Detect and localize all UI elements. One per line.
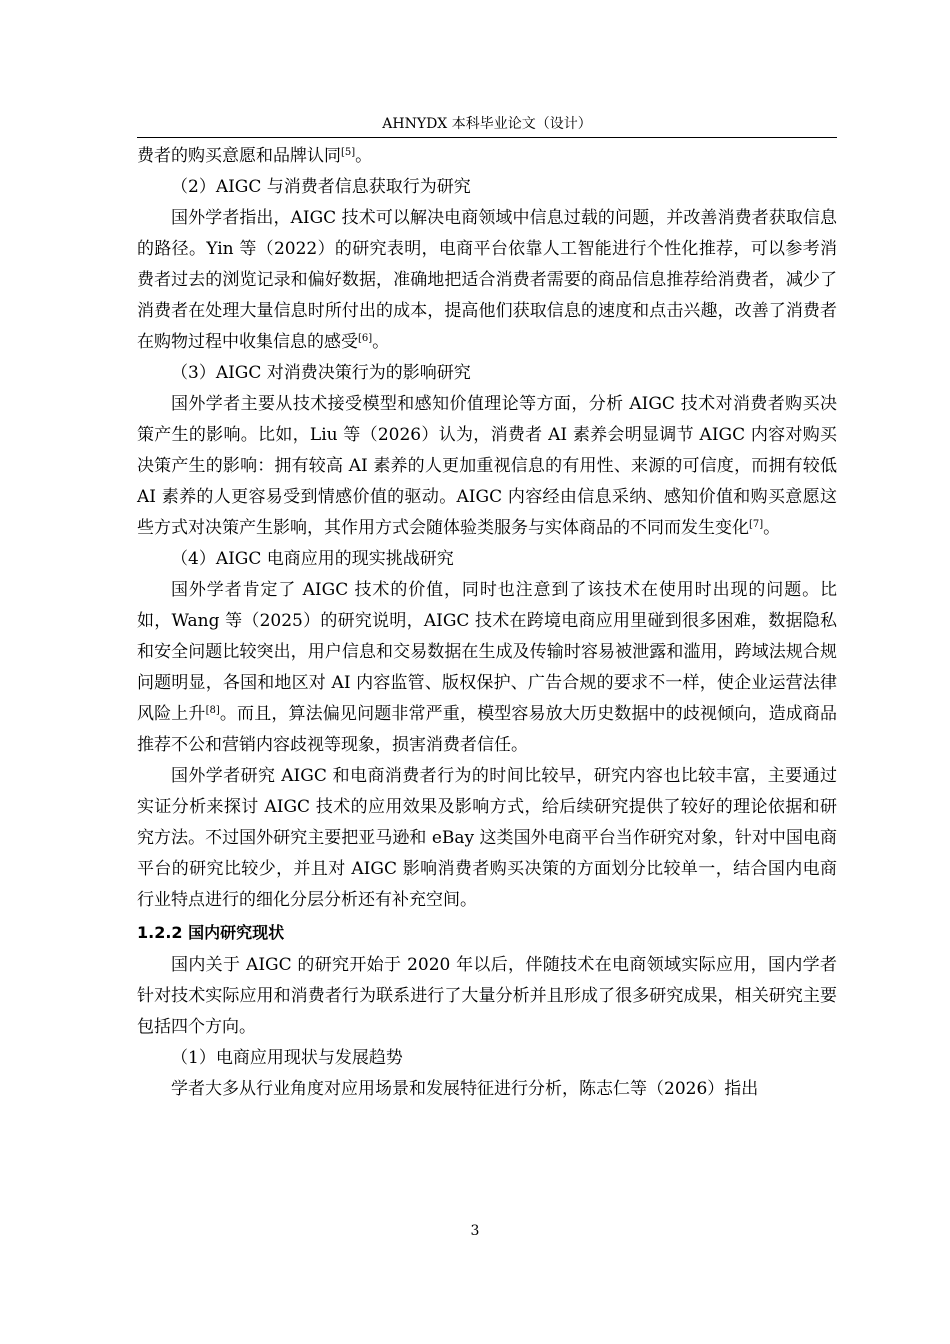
paragraph-foreign-summary: 国外学者研究 AIGC 和电商消费者行为的时间比较早，研究内容也比较丰富，主要通过实证分析来探讨 AIGC 技术的应用效果及影响方式，给后续研究提供了较好的理论依据和研究方法。不过国外研究主要把亚马逊和 eBay 这类国外电商平台当作研究对象，针对中国电商平台的研究比较少，并且对 AIGC 影响消费者购买决策的方面划分比较单一，结合国内电商行业特点进行的细化分层分析还有补充空间。	[137, 766, 837, 910]
section-heading-domestic: 1.2.2 国内研究现状	[137, 923, 285, 942]
citation-ref: [5]	[341, 147, 356, 158]
subheading-domestic-1: （1）电商应用现状与发展趋势	[171, 1048, 403, 1068]
paragraph-tail: 。	[372, 332, 390, 352]
paragraph-text: 费者的购买意愿和品牌认同	[137, 146, 341, 166]
subheading-4: （4）AIGC 电商应用的现实挑战研究	[171, 549, 454, 569]
paragraph-tail: 。而且，算法偏见问题非常严重，模型容易放大历史数据中的歧视倾向，造成商品推荐不公和营销内容歧视等现象，损害消费者信任。	[137, 704, 838, 755]
paragraph-info-acquisition	[137, 203, 837, 358]
header-rule	[137, 137, 837, 138]
citation-ref: [8]	[205, 705, 220, 716]
paragraph-text: 国外学者主要从技术接受模型和感知价值理论等方面，分析 AIGC 技术对消费者购买决策产生的影响。比如，Liu 等（2026）认为，消费者 AI 素养会明显调节 AIGC 内容对购买决策产生的影响：拥有较高 AI 素养的人更加重视信息的有用性、来源的可信度，而拥有较低 AI 素养的人更容易受到情感价值的驱动。AIGC 内容经由信息采纳、感知价值和购买意愿这些方式对决策产生影响，其作用方式会随体验类服务与实体商品的不同而发生变化	[137, 394, 837, 538]
citation-ref: [6]	[358, 333, 373, 344]
paragraph-domestic-trends: 学者大多从行业角度对应用场景和发展特征进行分析，陈志仁等（2026）指出	[171, 1079, 759, 1099]
document-body	[137, 141, 837, 1105]
page-number: 3	[470, 1223, 480, 1239]
paragraph-continuation	[137, 141, 837, 172]
subheading-3: （3）AIGC 对消费决策行为的影响研究	[171, 363, 471, 383]
paragraph-text: 国外学者肯定了 AIGC 技术的价值，同时也注意到了该技术在使用时出现的问题。比如，Wang 等（2025）的研究说明，AIGC 技术在跨境电商应用里碰到很多困难，数据隐私和安全问题比较突出，用户信息和交易数据在生成及传输时容易被泄露和滥用，跨域法规合规问题明显，各国和地区对 AI 内容监管、版权保护、广告合规的要求不一样，使企业运营法律风险上升	[137, 580, 837, 724]
paragraph-tail: 。	[763, 518, 781, 538]
paragraph-domestic-intro: 国内关于 AIGC 的研究开始于 2020 年以后，伴随技术在电商领域实际应用，国内学者针对技术实际应用和消费者行为联系进行了大量分析并且形成了很多研究成果，相关研究主要包括四个方向。	[137, 955, 837, 1037]
page-header: AHNYDX 本科毕业论文（设计）	[382, 116, 592, 132]
citation-ref: [7]	[749, 519, 764, 530]
subheading-2: （2）AIGC 与消费者信息获取行为研究	[171, 177, 471, 197]
paragraph-tail: 。	[355, 146, 373, 166]
paragraph-decision-impact	[137, 389, 837, 544]
paragraph-text: 国外学者指出，AIGC 技术可以解决电商领域中信息过载的问题，并改善消费者获取信息的路径。Yin 等（2022）的研究表明，电商平台依靠人工智能进行个性化推荐，可以参考消费者过去的浏览记录和偏好数据，准确地把适合消费者需要的商品信息推荐给消费者，减少了消费者在处理大量信息时所付出的成本，提高他们获取信息的速度和点击兴趣，改善了消费者在购物过程中收集信息的感受	[137, 208, 837, 352]
paragraph-challenges	[137, 575, 837, 761]
